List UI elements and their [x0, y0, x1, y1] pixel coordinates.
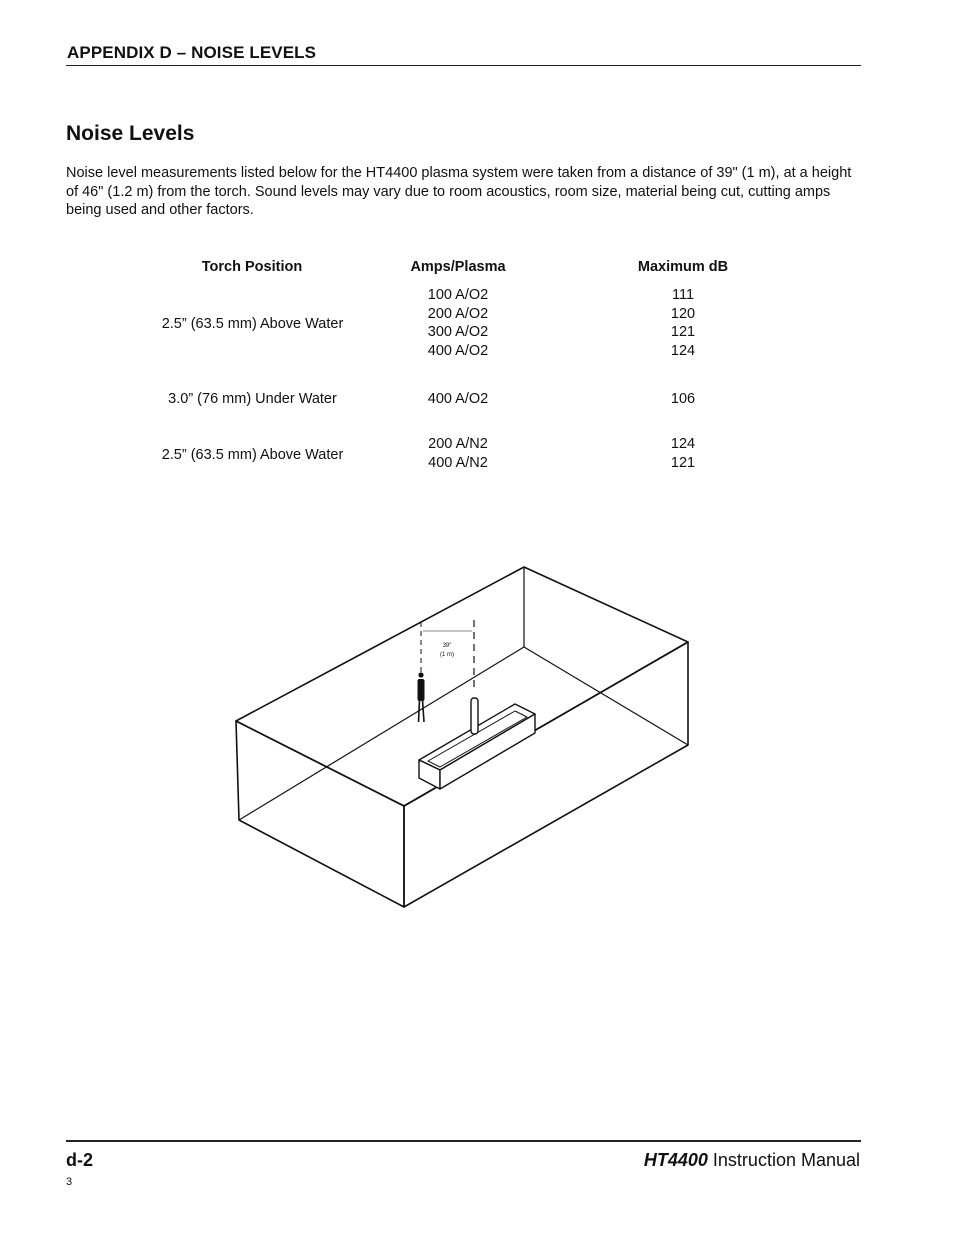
- amps-value: 200 A/O2: [427, 305, 489, 322]
- db-value: 120: [670, 305, 696, 322]
- section-title: Noise Levels: [66, 122, 195, 145]
- page-number: d-2: [66, 1150, 93, 1170]
- db-value: 111: [671, 287, 695, 303]
- db-value: 124: [670, 342, 696, 359]
- footer-small-number: 3: [66, 1176, 73, 1188]
- amps-value: 100 A/O2: [427, 287, 489, 303]
- db-value: 106: [670, 391, 696, 407]
- model-name: HT4400: [643, 1150, 708, 1170]
- torch-position-cell: 3.0” (76 mm) Under Water: [168, 391, 337, 407]
- torch-position-cell: 2.5” (63.5 mm) Above Water: [161, 447, 344, 463]
- amps-value: 400 A/O2: [427, 342, 489, 359]
- amps-value: 200 A/N2: [428, 436, 488, 452]
- distance-label-line2: (1 m): [440, 652, 454, 658]
- torch-position-cell: 2.5” (63.5 mm) Above Water: [161, 316, 344, 332]
- amps-value: 300 A/O2: [427, 324, 489, 340]
- manual-label: Instruction Manual: [707, 1150, 860, 1170]
- manual-title: [644, 1150, 860, 1171]
- footer-rule: [66, 1140, 861, 1142]
- person-icon: [418, 672, 425, 722]
- intro-paragraph: Noise level measurements listed below for the HT4400 plasma system were taken from a distance of 39" (1 m), at a height of 46" (1.2 m) from the torch. Sound levels may vary due to room acoustics, room size, material being cut, cutting amps being used and other factors.: [66, 165, 852, 218]
- distance-label-line1: 39": [442, 643, 452, 649]
- amps-value: 400 A/N2: [428, 454, 488, 471]
- table-header-maximum-db: Maximum dB: [637, 259, 729, 275]
- amps-value: 400 A/O2: [427, 391, 489, 407]
- table-header-torch-position: Torch Position: [201, 259, 303, 275]
- torch: [471, 698, 478, 734]
- page-header-title: APPENDIX D – NOISE LEVELS: [67, 43, 317, 62]
- db-value: 121: [670, 454, 696, 471]
- db-value: 121: [670, 324, 696, 340]
- db-value: 124: [670, 436, 696, 452]
- table-header-amps-plasma: Amps/Plasma: [410, 259, 506, 275]
